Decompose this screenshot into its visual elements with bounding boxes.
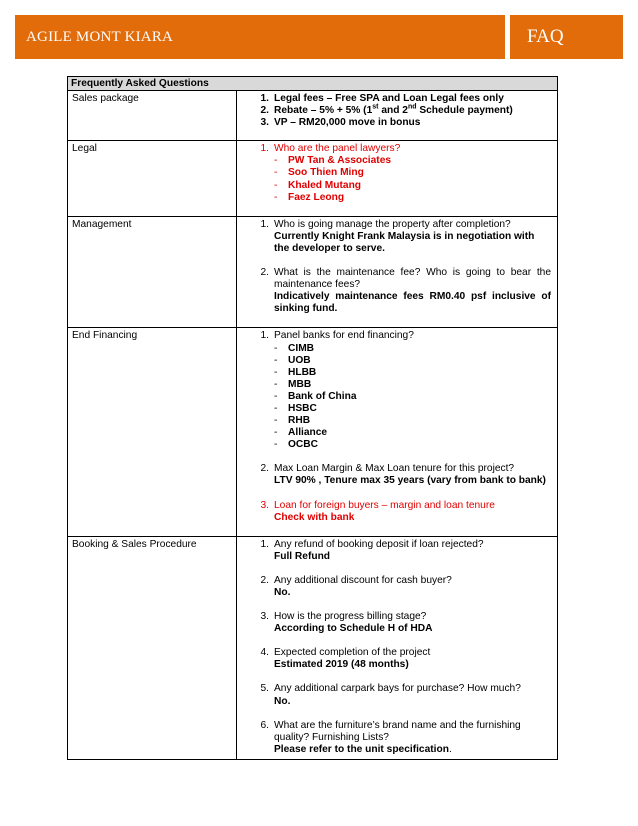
page-header <box>15 15 623 59</box>
bank-name: RHB <box>288 415 311 427</box>
sales-item <box>237 117 551 129</box>
sales-item-text <box>274 105 551 117</box>
question-body <box>274 219 551 255</box>
item-number: 5. <box>260 683 269 695</box>
financing-question <box>237 330 551 451</box>
question-body <box>274 683 551 707</box>
question-body <box>274 647 551 671</box>
bank-name: UOB <box>288 354 311 366</box>
item-number: 1. <box>260 538 269 550</box>
rebate-sup-1: st <box>372 103 379 111</box>
question-body <box>274 267 551 315</box>
question-body <box>274 611 551 635</box>
item-number: 2. <box>260 267 269 279</box>
faq-table <box>67 76 558 760</box>
table-row-sales <box>68 91 558 141</box>
lawyer-list-item: - Khaled Mutang <box>274 179 362 191</box>
bank-list-item: - RHB <box>274 415 311 427</box>
question-body <box>274 539 551 563</box>
item-number: 3. <box>260 499 269 511</box>
category-management: Management <box>68 216 237 328</box>
financing-question <box>237 500 551 524</box>
answer-text: No. <box>274 695 291 707</box>
question-text: Any additional discount for cash buyer? <box>274 574 452 586</box>
rebate-text-c: Schedule payment) <box>416 105 513 117</box>
question-text: How is the progress billing stage? <box>274 611 427 623</box>
question-text: Expected completion of the project <box>274 647 431 659</box>
bank-name: Bank of China <box>288 390 357 402</box>
sales-item <box>237 93 551 105</box>
item-number: 4. <box>260 647 269 659</box>
bank-name: MBB <box>288 378 312 390</box>
lawyer-name: Faez Leong <box>288 191 345 203</box>
bank-list-item: - CIMB <box>274 342 315 354</box>
bank-name: HSBC <box>288 402 317 414</box>
management-question <box>237 267 551 315</box>
category-sales: Sales package <box>68 91 237 141</box>
question-text: Any additional carpark bays for purchase? How much? <box>274 683 521 695</box>
bank-name: OCBC <box>288 439 318 451</box>
category-financing: End Financing <box>68 328 237 536</box>
item-number: 2. <box>260 105 269 117</box>
answer-text: Currently Knight Frank Malaysia is in negotiation with the developer to serve. <box>274 230 535 254</box>
answer-text: No. <box>274 587 291 598</box>
question-body <box>274 500 551 524</box>
question-text: What are the furniture’s brand name and the furnishing quality? Furnishing Lists? <box>274 719 521 743</box>
answer-line <box>274 744 551 756</box>
answer-text: LTV 90% , Tenure max 35 years (vary from bank to bank) <box>274 475 546 487</box>
question-text: What is the maintenance fee? Who is going to bear the maintenance fees? <box>274 267 551 291</box>
answer-text: Estimated 2019 (48 months) <box>274 659 409 671</box>
question-text: Who are the panel lawyers? <box>274 143 401 155</box>
answer-text: Check with bank <box>274 511 355 523</box>
item-number: 1. <box>260 93 269 104</box>
question-text: Max Loan Margin & Max Loan tenure for this project? <box>274 463 515 475</box>
item-number: 1. <box>260 218 269 230</box>
legal-answers <box>237 141 558 216</box>
item-number: 6. <box>260 719 269 731</box>
rebate-sup-2: nd <box>407 103 417 111</box>
table-row-management <box>68 216 558 328</box>
booking-question <box>237 683 551 707</box>
booking-question <box>237 611 551 635</box>
legal-body <box>274 143 551 203</box>
lawyer-list-item: - PW Tan & Associates <box>274 155 392 167</box>
bank-list-item: - Alliance <box>274 427 328 439</box>
financing-question <box>237 463 551 487</box>
header-title-bar <box>15 15 505 59</box>
answer-text: According to Schedule H of HDA <box>274 623 433 635</box>
header-faq-label: FAQ <box>527 26 564 47</box>
table-row-financing <box>68 328 558 536</box>
question-text: Loan for foreign buyers – margin and loan tenure <box>274 499 495 511</box>
question-text: Who is going manage the property after completion? <box>274 218 511 230</box>
table-row-booking <box>68 536 558 759</box>
bank-list-item: - HLBB <box>274 366 317 378</box>
bank-name: Alliance <box>288 427 328 439</box>
table-row-legal <box>68 141 558 216</box>
answer-tail: . <box>448 743 452 755</box>
bank-list-item: - HSBC <box>274 402 317 414</box>
sales-item-text: Legal fees – Free SPA and Loan Legal fees only <box>274 93 504 104</box>
booking-question <box>237 720 551 756</box>
lawyer-list-item: - Soo Thien Ming <box>274 167 364 179</box>
item-number: 3. <box>260 117 269 129</box>
question-body <box>274 330 551 451</box>
question-text: Panel banks for end financing? <box>274 330 414 342</box>
item-number: 1. <box>260 143 269 155</box>
question-body <box>274 463 551 487</box>
item-number: 3. <box>260 611 269 623</box>
item-number: 2. <box>260 463 269 475</box>
answer-text: Please refer to the unit specification <box>274 743 449 755</box>
lawyer-name: Soo Thien Ming <box>288 167 364 179</box>
bank-list-item: - MBB <box>274 378 312 390</box>
answer-text: Indicatively maintenance fees RM0.40 psf inclusive of sinking fund. <box>274 291 551 315</box>
legal-question <box>237 143 551 203</box>
management-question <box>237 219 551 255</box>
bank-list-item: - OCBC <box>274 439 318 451</box>
sales-item-text: VP – RM20,000 move in bonus <box>274 117 421 129</box>
bank-name: CIMB <box>288 342 315 354</box>
booking-question <box>237 539 551 563</box>
booking-question <box>237 647 551 671</box>
header-faq-box <box>510 15 623 59</box>
question-text: Any refund of booking deposit if loan rejected? <box>274 538 484 550</box>
category-legal: Legal <box>68 141 237 216</box>
rebate-text-b: and 2 <box>378 105 408 117</box>
lawyer-name: PW Tan & Associates <box>288 155 392 167</box>
booking-question <box>237 575 551 599</box>
sales-item <box>237 105 551 117</box>
table-heading: Frequently Asked Questions <box>68 77 558 91</box>
financing-answers <box>237 328 558 536</box>
bank-list-item: - UOB <box>274 354 311 366</box>
category-booking: Booking & Sales Procedure <box>68 536 237 759</box>
table-header-row <box>68 77 558 91</box>
header-title: AGILE MONT KIARA <box>26 29 174 45</box>
lawyer-name: Khaled Mutang <box>288 179 362 191</box>
lawyer-list-item: - Faez Leong <box>274 191 345 203</box>
item-number: 2. <box>260 574 269 586</box>
management-answers <box>237 216 558 328</box>
question-body <box>274 575 551 599</box>
answer-text: Full Refund <box>274 550 331 562</box>
sales-answers <box>237 91 558 141</box>
booking-answers <box>237 536 558 759</box>
item-number: 1. <box>260 330 269 342</box>
question-body <box>274 720 551 756</box>
bank-list-item: - Bank of China <box>274 390 357 402</box>
rebate-text-a: Rebate – 5% + 5% (1 <box>274 105 373 117</box>
bank-name: HLBB <box>288 366 317 378</box>
